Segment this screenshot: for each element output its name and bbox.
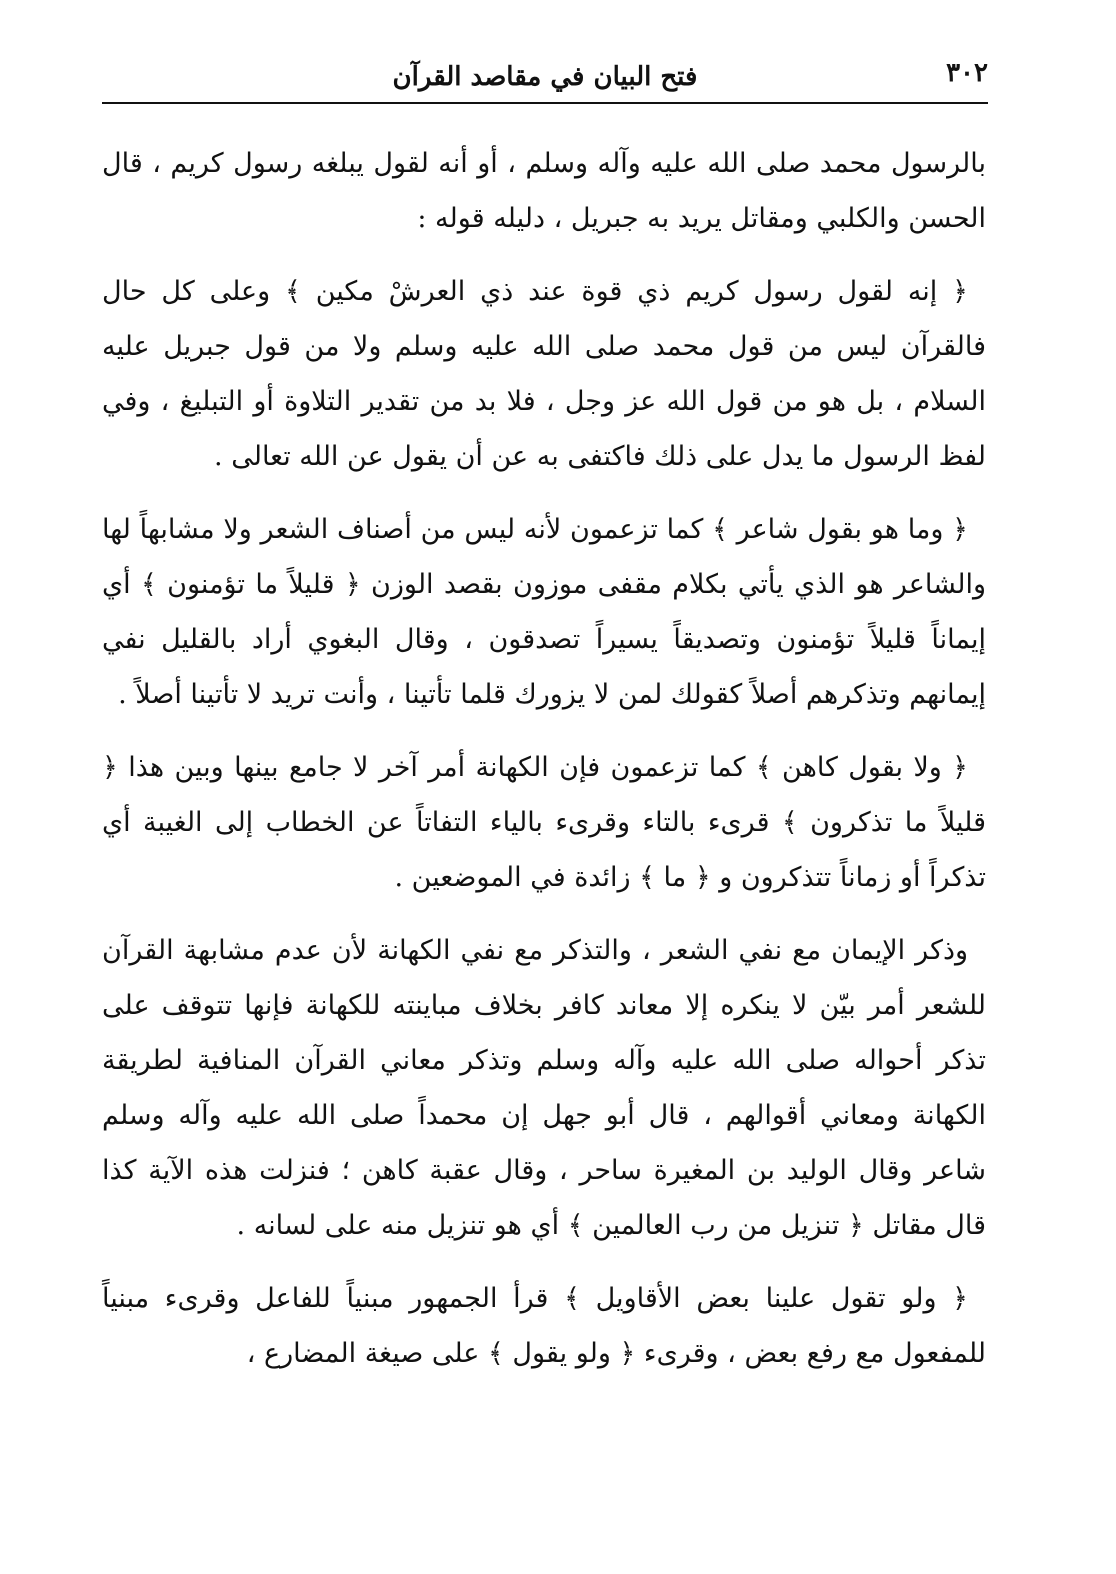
paragraph: ﴿ ولا بقول كاهن ﴾ كما تزعمون فإن الكهانة أمر آخر لا جامع بينها وبين هذا ﴿ قليلاً ما تذكرون ﴾ قرىء بالتاء وقرىء بالياء التفاتاً عن الخطاب إلى الغيبة أي تذكراً أو زماناً تتذكرون و ﴿ ما ﴾ زائدة في الموضعين . bbox=[102, 752, 986, 893]
paragraph: ﴿ إنه لقول رسول كريم ذي قوة عند ذي العرشْ مكين ﴾ وعلى كل حال فالقرآن ليس من قول محمد صلى الله عليه وسلم ولا من قول جبريل عليه السلام ، بل هو من قول الله عز وجل ، فلا بد من تقدير التلاوة أو التبليغ ، وفي لفظ الرسول ما يدل على ذلك فاكتفى به عن أن يقول عن الله تعالى . bbox=[102, 276, 986, 472]
page-header bbox=[102, 52, 988, 102]
paragraph: ﴿ ولو تقول علينا بعض الأقاويل ﴾ قرأ الجمهور مبنياً للفاعل وقرىء مبنياً للمفعول مع رفع بعض ، وقرىء ﴿ ولو يقول ﴾ على صيغة المضارع ، bbox=[102, 1283, 986, 1369]
page-body bbox=[102, 136, 986, 1399]
paragraph: ﴿ وما هو بقول شاعر ﴾ كما تزعمون لأنه ليس من أصناف الشعر ولا مشابهاً لها والشاعر هو الذي يأتي بكلام مقفى موزون بقصد الوزن ﴿ قليلاً ما تؤمنون ﴾ أي إيماناً قليلاً تؤمنون وتصديقاً يسيراً تصدقون ، وقال البغوي أراد بالقليل نفي إيمانهم وتذكرهم أصلاً كقولك لمن لا يزورك قلما تأتينا ، وأنت تريد لا تأتينا أصلاً . bbox=[102, 514, 986, 710]
page-number: ٣٠٢ bbox=[946, 58, 988, 88]
header-rule bbox=[102, 102, 988, 104]
paragraph: بالرسول محمد صلى الله عليه وآله وسلم ، أو أنه لقول يبلغه رسول كريم ، قال الحسن والكلبي ومقاتل يريد به جبريل ، دليله قوله : bbox=[102, 148, 986, 234]
paragraph: وذكر الإيمان مع نفي الشعر ، والتذكر مع نفي الكهانة لأن عدم مشابهة القرآن للشعر أمر بيّن لا ينكره إلا معاند كافر بخلاف مباينته للكهانة فإنها تتوقف على تذكر أحواله صلى الله عليه وآله وسلم وتذكر معاني القرآن المنافية لطريقة الكهانة ومعاني أقوالهم ، قال أبو جهل إن محمداً صلى الله عليه وآله وسلم شاعر وقال الوليد بن المغيرة ساحر ، وقال عقبة كاهن ؛ فنزلت هذه الآية كذا قال مقاتل ﴿ تنزيل من رب العالمين ﴾ أي هو تنزيل منه على لسانه . bbox=[102, 935, 986, 1241]
running-title: فتح البيان في مقاصد القرآن bbox=[392, 62, 698, 92]
